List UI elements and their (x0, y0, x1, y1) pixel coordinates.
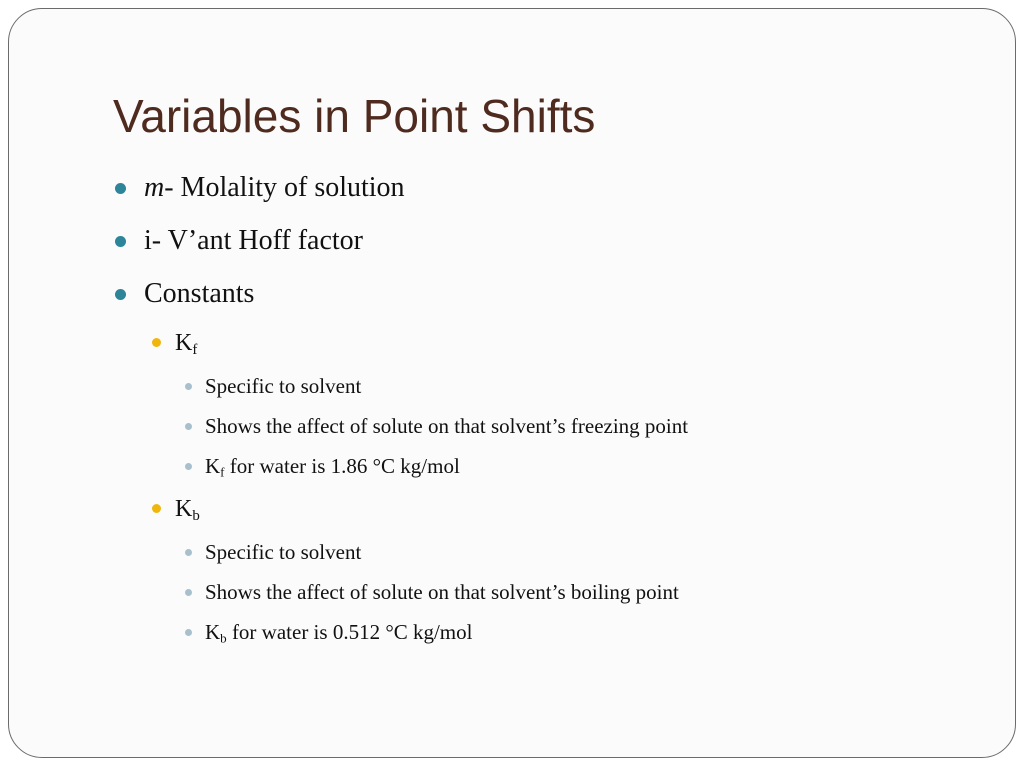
kb-detail-1 (205, 539, 361, 565)
bullet-dot (185, 463, 192, 470)
bullet-dot (185, 629, 192, 636)
constant-symbol: K (175, 496, 193, 522)
slide-title: Variables in Point Shifts (113, 90, 596, 142)
constant-kf (175, 328, 197, 358)
constant-subscript: f (192, 342, 198, 359)
kb-detail-3 (205, 619, 472, 645)
bullet-dot (115, 183, 126, 194)
detail-subscript: b (220, 630, 227, 646)
detail-text (205, 620, 472, 644)
detail-text: Specific to solvent (205, 374, 362, 398)
bullet-text (144, 172, 405, 203)
bullet-molality (144, 171, 405, 205)
bullet-dot (185, 383, 192, 390)
detail-symbol: K (205, 620, 221, 644)
detail-symbol: K (205, 454, 221, 478)
bullet-dot (152, 338, 161, 347)
bullet-dot (115, 236, 126, 247)
bullet-text: i- V’ant Hoff factor (144, 225, 363, 256)
kf-detail-3 (205, 453, 460, 479)
bullet-dot (185, 549, 192, 556)
detail-text (205, 454, 460, 478)
detail-text: Specific to solvent (205, 540, 362, 564)
bullet-dot (152, 504, 161, 513)
constant-label (175, 330, 198, 359)
molality-label: - Molality of solution (164, 172, 405, 203)
constant-subscript: b (192, 508, 200, 525)
bullet-text: Constants (144, 278, 255, 309)
detail-text: Shows the affect of solute on that solvent’s boiling point (205, 580, 679, 604)
kf-detail-2 (205, 413, 688, 439)
detail-text: Shows the affect of solute on that solvent’s freezing point (205, 414, 689, 438)
molality-symbol: m (144, 172, 165, 203)
detail-value: for water is 1.86 °C kg/mol (224, 454, 460, 478)
detail-subscript: f (220, 464, 225, 480)
kb-detail-2 (205, 579, 679, 605)
bullet-dot (185, 589, 192, 596)
bullet-constants (144, 277, 254, 311)
bullet-dot (185, 423, 192, 430)
kf-detail-1 (205, 373, 361, 399)
bullet-dot (115, 289, 126, 300)
constant-kb (175, 494, 200, 524)
detail-value: for water is 0.512 °C kg/mol (226, 620, 473, 644)
constant-symbol: K (175, 330, 193, 356)
constant-label (175, 496, 200, 525)
bullet-vant-hoff (144, 224, 363, 258)
